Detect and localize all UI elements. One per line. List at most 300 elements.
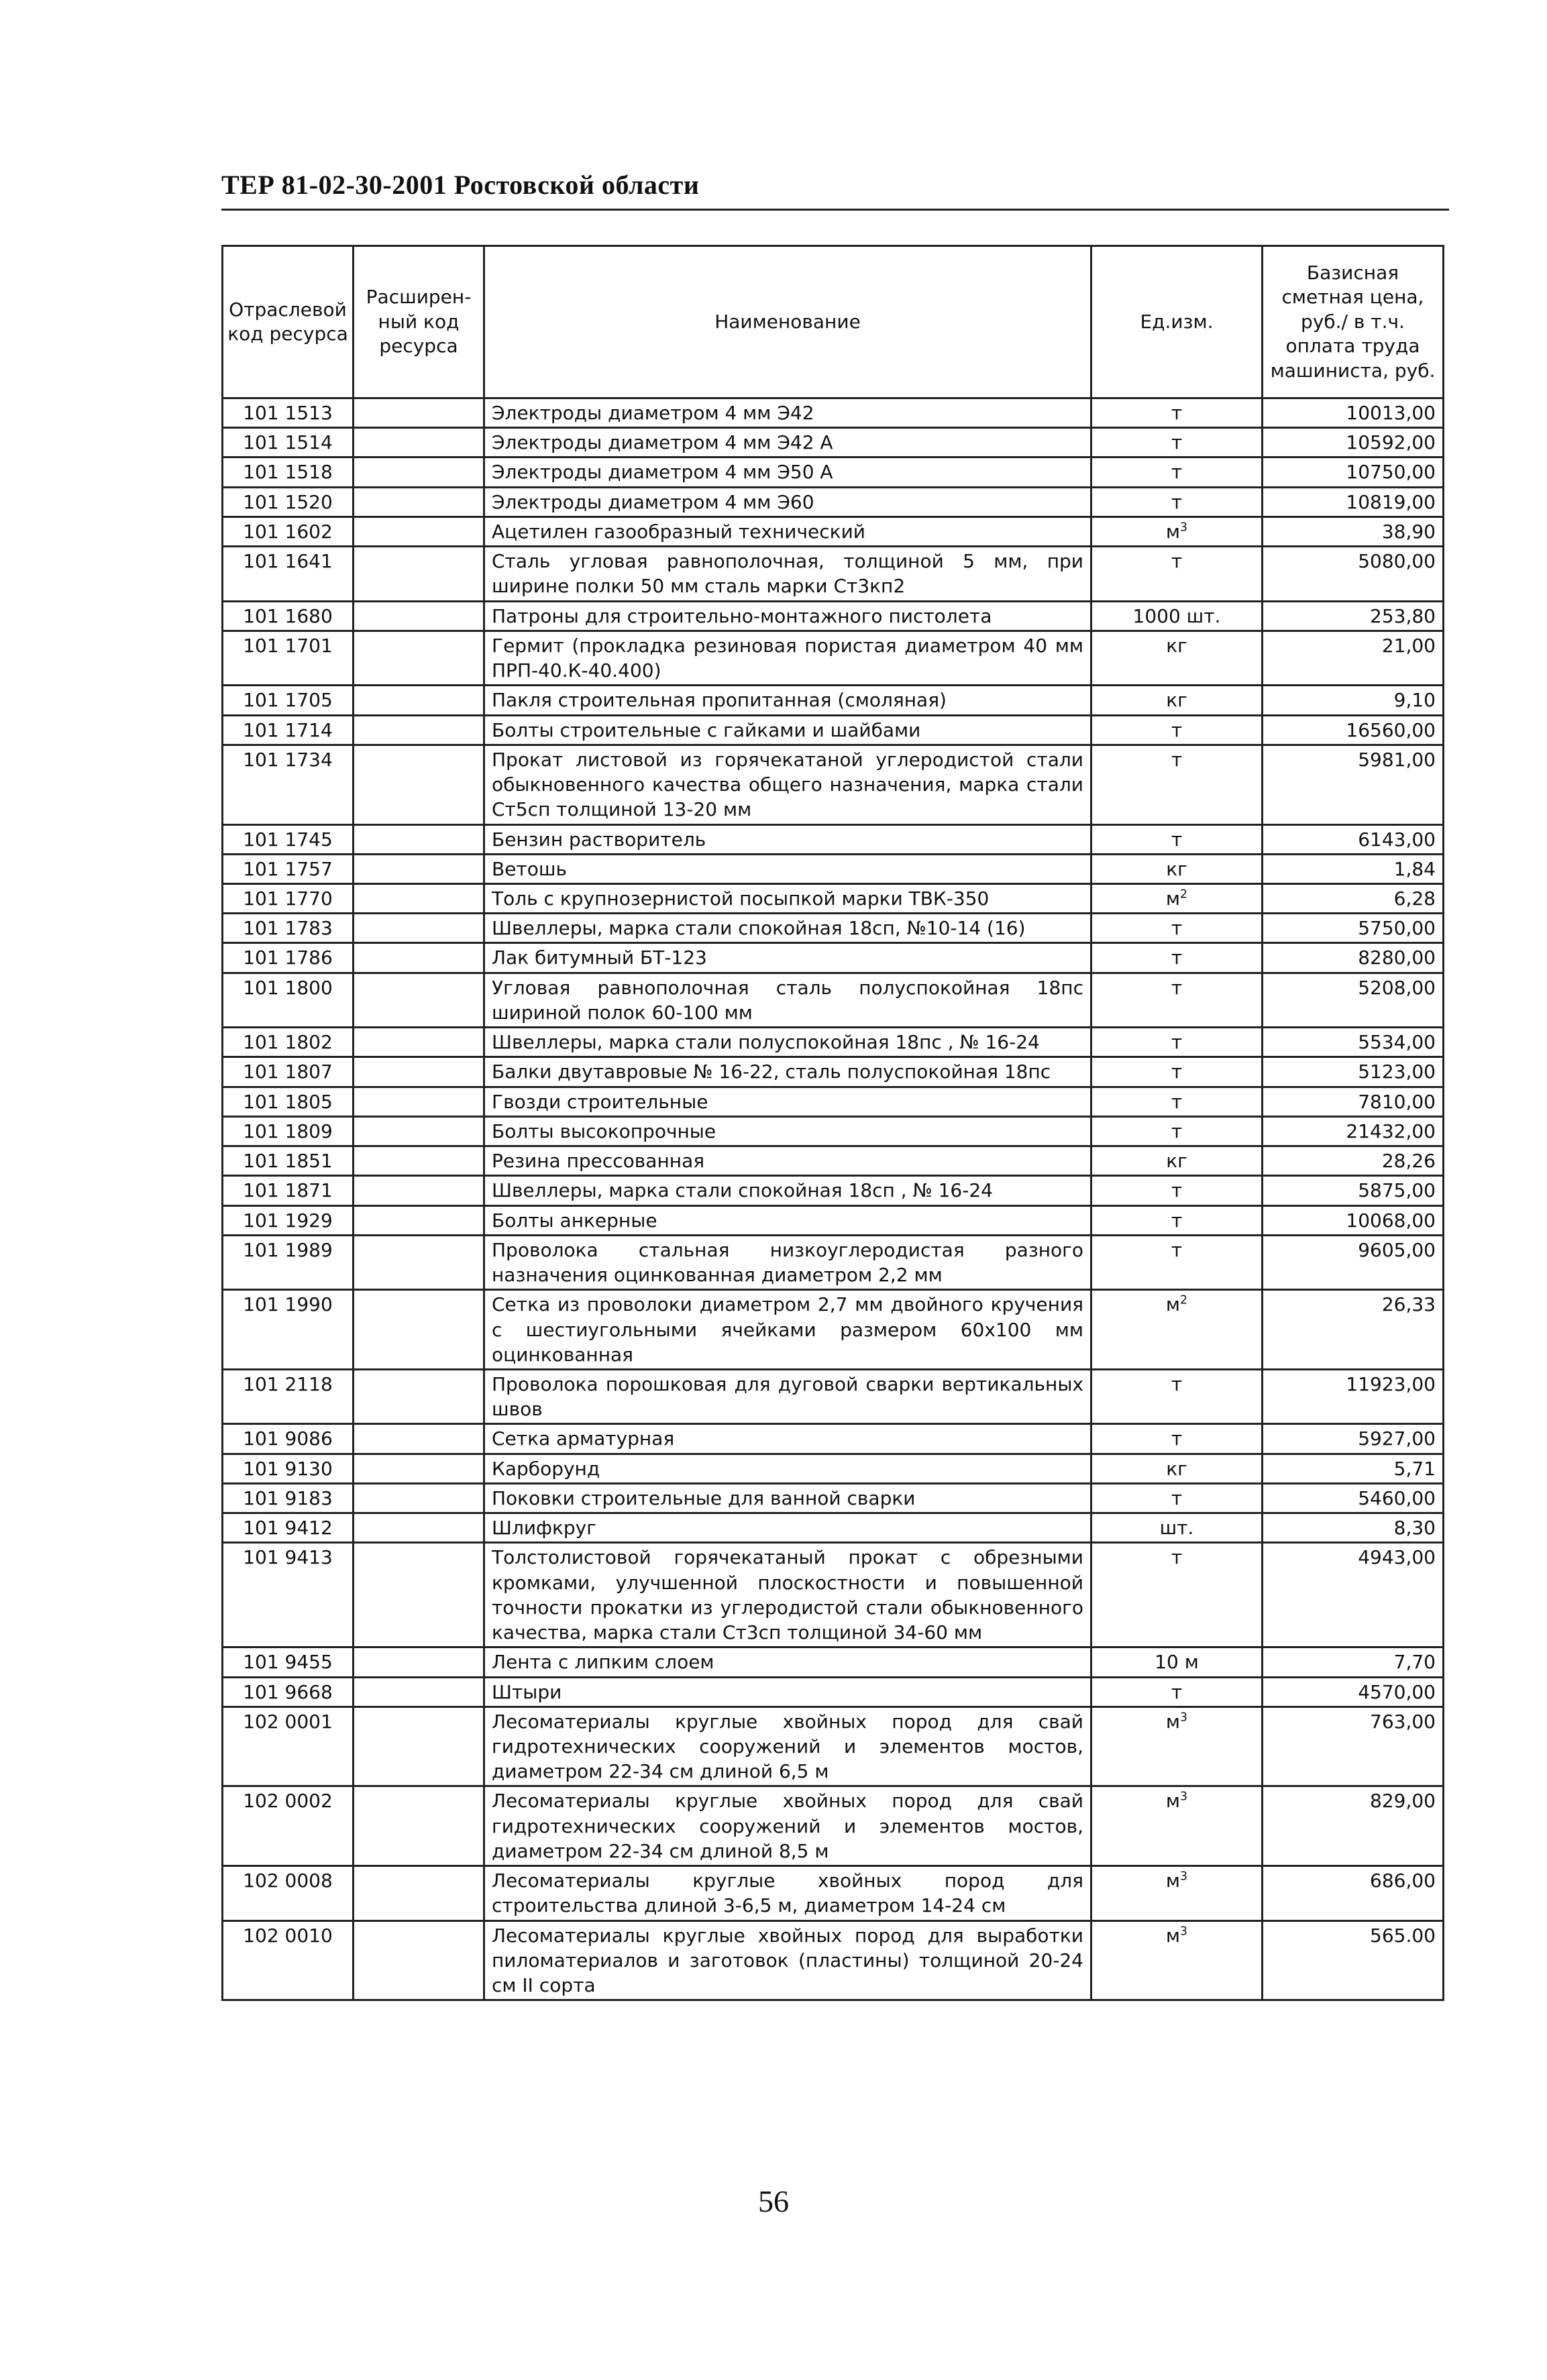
cell-code-text: 101 1783 [243, 917, 333, 940]
unit-exponent: 2 [1180, 1293, 1188, 1307]
cell-code [223, 1513, 354, 1543]
cell-extended-code [354, 1028, 484, 1057]
cell-unit [1091, 631, 1263, 685]
cell-name-text: Болты анкерные [492, 1209, 657, 1232]
cell-extended-code [354, 686, 484, 715]
cell-price-text: 21432,00 [1346, 1120, 1436, 1142]
cell-name [484, 943, 1091, 973]
cell-code [223, 1543, 354, 1647]
cell-name-text: Электроды диаметром 4 мм Э42 [492, 402, 814, 424]
cell-extended-code [354, 631, 484, 685]
cell-extended-code [354, 1424, 484, 1454]
cell-unit [1091, 1205, 1263, 1235]
cell-name-text: Швеллеры, марка стали спокойная 18сп, №10-14 (16) [492, 917, 1026, 940]
cell-extended-code [354, 883, 484, 913]
cell-price-text: 8,30 [1393, 1517, 1436, 1539]
cell-unit [1091, 973, 1263, 1027]
cell-extended-code [354, 601, 484, 631]
cell-code-text: 101 1641 [243, 550, 333, 573]
cell-unit [1091, 1146, 1263, 1176]
cell-code [223, 1677, 354, 1707]
cell-code-text: 101 1851 [243, 1150, 333, 1173]
cell-price-text: 21,00 [1381, 634, 1436, 657]
cell-extended-code [354, 1483, 484, 1513]
cell-unit-text: шт. [1159, 1517, 1194, 1539]
cell-name-text: Лесоматериалы круглые хвойных пород для свай гидротехнических сооружений и элементов мостов, диаметром 22-34 см длиной 6,5 м [492, 1710, 1083, 1783]
cell-code [223, 1483, 354, 1513]
cell-unit [1091, 686, 1263, 715]
cell-code [223, 854, 354, 883]
cell-code [223, 1707, 354, 1786]
cell-code [223, 1866, 354, 1921]
unit-exponent: 3 [1180, 1711, 1188, 1725]
cell-name-text: Толстолистовой горячекатаный прокат с обрезными кромками, улучшенной плоскостности и повышенной точности прокатки из углеродистой стали обыкновенного качества, марка стали Ст3сп толщиной 34-60 мм [492, 1546, 1083, 1644]
cell-unit [1091, 1921, 1263, 2000]
cell-extended-code [354, 943, 484, 973]
cell-name [484, 914, 1091, 943]
table-row [223, 428, 1444, 457]
unit-exponent: 3 [1180, 521, 1188, 535]
cell-name [484, 1454, 1091, 1483]
cell-price [1263, 745, 1444, 824]
cell-price [1263, 686, 1444, 715]
table-row [223, 854, 1444, 883]
cell-code [223, 1369, 354, 1423]
cell-unit-text: м [1165, 1790, 1181, 1813]
cell-extended-code [354, 1454, 484, 1483]
cell-name-text: Электроды диаметром 4 мм Э50 А [492, 461, 833, 484]
cell-name [484, 824, 1091, 854]
cell-name [484, 1424, 1091, 1454]
cell-price-text: 10750,00 [1346, 461, 1436, 484]
cell-unit-text: т [1171, 550, 1183, 573]
cell-price-text: 10592,00 [1346, 431, 1436, 454]
cell-code [223, 715, 354, 745]
cell-unit [1091, 428, 1263, 457]
table-row [223, 715, 1444, 745]
cell-unit-text: т [1171, 1427, 1183, 1450]
cell-unit-text: кг [1166, 857, 1187, 880]
cell-code-text: 101 1871 [243, 1179, 333, 1202]
cell-unit [1091, 1290, 1263, 1370]
cell-name [484, 1369, 1091, 1423]
cell-unit [1091, 854, 1263, 883]
header-name: Наименование [484, 246, 1091, 398]
cell-code-text: 101 1786 [243, 946, 333, 969]
cell-code [223, 1235, 354, 1289]
cell-extended-code [354, 1677, 484, 1707]
cell-code [223, 1454, 354, 1483]
cell-price [1263, 854, 1444, 883]
cell-price [1263, 601, 1444, 631]
cell-extended-code [354, 547, 484, 601]
cell-name [484, 517, 1091, 546]
cell-extended-code [354, 1921, 484, 2000]
cell-price-text: 4570,00 [1358, 1680, 1436, 1703]
cell-unit [1091, 547, 1263, 601]
cell-price-text: 5875,00 [1358, 1179, 1436, 1202]
cell-unit-text: т [1171, 1238, 1183, 1261]
cell-price-text: 253,80 [1370, 604, 1436, 627]
cell-extended-code [354, 1087, 484, 1116]
cell-name [484, 1290, 1091, 1370]
cell-price [1263, 1116, 1444, 1146]
header-extended-code: Расширен-ный код ресурса [354, 246, 484, 398]
table-row [223, 631, 1444, 685]
cell-unit-text: т [1171, 490, 1183, 513]
cell-unit [1091, 1677, 1263, 1707]
cell-code [223, 1205, 354, 1235]
cell-unit-text: т [1171, 828, 1183, 851]
cell-price-text: 6143,00 [1358, 828, 1436, 851]
cell-code [223, 487, 354, 517]
cell-name [484, 428, 1091, 457]
cell-code-text: 101 1809 [243, 1120, 333, 1142]
cell-extended-code [354, 487, 484, 517]
cell-price [1263, 1369, 1444, 1423]
cell-code-text: 101 1770 [243, 887, 333, 910]
cell-code [223, 457, 354, 487]
table-row [223, 1424, 1444, 1454]
cell-name-text: Бензин растворитель [492, 828, 706, 851]
cell-extended-code [354, 973, 484, 1027]
cell-price-text: 10068,00 [1346, 1209, 1436, 1232]
cell-code-text: 101 1714 [243, 718, 333, 741]
cell-name-text: Швеллеры, марка стали полуспокойная 18пс , № 16-24 [492, 1031, 1040, 1054]
cell-code-text: 101 1807 [243, 1061, 333, 1083]
cell-extended-code [354, 428, 484, 457]
cell-name-text: Гермит (прокладка резиновая пористая диаметром 40 мм ПРП-40.К-40.400) [492, 634, 1083, 682]
table-row [223, 1647, 1444, 1677]
table-row [223, 1866, 1444, 1921]
cell-unit-text: 10 м [1155, 1651, 1199, 1674]
cell-unit-text: кг [1166, 689, 1187, 712]
cell-price [1263, 1205, 1444, 1235]
cell-unit [1091, 824, 1263, 854]
cell-name-text: Карборунд [492, 1457, 600, 1480]
cell-extended-code [354, 824, 484, 854]
cell-extended-code [354, 1290, 484, 1370]
cell-unit [1091, 1028, 1263, 1057]
cell-code [223, 631, 354, 685]
cell-code [223, 883, 354, 913]
cell-name-text: Резина прессованная [492, 1150, 705, 1173]
cell-name [484, 1677, 1091, 1707]
header-industry-code: Отраслевой код ресурса [223, 246, 354, 398]
cell-name [484, 854, 1091, 883]
cell-code-text: 102 0010 [243, 1924, 333, 1947]
cell-unit [1091, 1866, 1263, 1921]
cell-name-text: Лесоматериалы круглые хвойных пород для строительства длиной 3-6,5 м, диаметром 14-24 см [492, 1870, 1083, 1917]
cell-name-text: Лак битумный БТ-123 [492, 946, 707, 969]
cell-name [484, 1176, 1091, 1205]
table-row [223, 1513, 1444, 1543]
cell-unit-text: т [1171, 748, 1183, 771]
cell-code-text: 101 1805 [243, 1090, 333, 1113]
cell-price [1263, 914, 1444, 943]
cell-code [223, 1921, 354, 2000]
cell-code-text: 101 9455 [243, 1651, 333, 1674]
table-row [223, 973, 1444, 1027]
cell-extended-code [354, 517, 484, 546]
cell-price [1263, 1057, 1444, 1087]
cell-unit-text: т [1171, 402, 1183, 424]
cell-name-text: Сталь угловая равнополочная, толщиной 5 мм, при ширине полки 50 мм сталь марки Ст3кп2 [492, 550, 1083, 598]
cell-extended-code [354, 1513, 484, 1543]
table-row [223, 824, 1444, 854]
cell-name [484, 1205, 1091, 1235]
cell-code-text: 101 1701 [243, 634, 333, 657]
cell-unit [1091, 1087, 1263, 1116]
cell-code [223, 943, 354, 973]
cell-code [223, 517, 354, 546]
cell-unit-text: т [1171, 1486, 1183, 1509]
cell-price [1263, 1235, 1444, 1289]
cell-extended-code [354, 1866, 484, 1921]
cell-unit-text: м [1165, 887, 1181, 910]
cell-code [223, 1057, 354, 1087]
cell-code-text: 101 1800 [243, 976, 333, 999]
cell-code [223, 745, 354, 824]
cell-price [1263, 398, 1444, 428]
cell-name [484, 1057, 1091, 1087]
cell-price-text: 8280,00 [1358, 946, 1436, 969]
cell-code [223, 686, 354, 715]
cell-name-text: Балки двутавровые № 16-22, сталь полуспокойная 18пс [492, 1061, 1051, 1083]
cell-name [484, 457, 1091, 487]
table-row [223, 1205, 1444, 1235]
cell-unit-text: т [1171, 461, 1183, 484]
cell-unit-text: кг [1166, 634, 1187, 657]
cell-name [484, 398, 1091, 428]
cell-extended-code [354, 1786, 484, 1866]
cell-price [1263, 1707, 1444, 1786]
unit-exponent: 2 [1180, 887, 1188, 902]
cell-extended-code [354, 1543, 484, 1647]
cell-price-text: 10013,00 [1346, 402, 1436, 424]
cell-unit-text: т [1171, 1120, 1183, 1142]
cell-unit [1091, 745, 1263, 824]
cell-name [484, 1513, 1091, 1543]
cell-price-text: 5750,00 [1358, 917, 1436, 940]
cell-price [1263, 517, 1444, 546]
cell-price [1263, 1087, 1444, 1116]
cell-unit-text: т [1171, 946, 1183, 969]
cell-price-text: 5,71 [1393, 1457, 1436, 1480]
table-row [223, 1146, 1444, 1176]
cell-code [223, 1290, 354, 1370]
cell-price [1263, 1513, 1444, 1543]
cell-price [1263, 457, 1444, 487]
cell-code [223, 1424, 354, 1454]
cell-name-text: Шлифкруг [492, 1517, 596, 1539]
table-body [223, 398, 1444, 2000]
cell-unit-text: т [1171, 1090, 1183, 1113]
cell-unit-text: т [1171, 1680, 1183, 1703]
cell-extended-code [354, 1057, 484, 1087]
cell-code [223, 1028, 354, 1057]
table-row [223, 601, 1444, 631]
cell-unit [1091, 1786, 1263, 1866]
cell-price-text: 5460,00 [1358, 1486, 1436, 1509]
cell-name-text: Лесоматериалы круглые хвойных пород для свай гидротехнических сооружений и элементов мостов, диаметром 22-34 см длиной 8,5 м [492, 1790, 1083, 1862]
cell-extended-code [354, 457, 484, 487]
cell-unit-text: кг [1166, 1150, 1187, 1173]
cell-price [1263, 1146, 1444, 1176]
cell-name [484, 601, 1091, 631]
cell-unit [1091, 1483, 1263, 1513]
cell-unit-text: т [1171, 1061, 1183, 1083]
cell-extended-code [354, 1176, 484, 1205]
cell-code [223, 1116, 354, 1146]
unit-exponent: 3 [1180, 1870, 1188, 1884]
cell-extended-code [354, 745, 484, 824]
table-row [223, 1176, 1444, 1205]
table-row [223, 1543, 1444, 1647]
cell-price-text: 1,84 [1393, 857, 1436, 880]
cell-name-text: Проволока порошковая для дуговой сварки вертикальных швов [492, 1372, 1083, 1421]
cell-name-text: Сетка из проволоки диаметром 2,7 мм двойного кручения с шестиугольными ячейками размером 60х100 мм оцинкованная [492, 1293, 1083, 1366]
cell-price-text: 565.00 [1370, 1924, 1436, 1947]
cell-code-text: 101 1520 [243, 490, 333, 513]
cell-code-text: 102 0001 [243, 1710, 333, 1733]
cell-name [484, 487, 1091, 517]
cell-unit [1091, 914, 1263, 943]
cell-name [484, 1647, 1091, 1677]
cell-price-text: 11923,00 [1346, 1372, 1436, 1395]
cell-price [1263, 1786, 1444, 1866]
cell-name-text: Поковки строительные для ванной сварки [492, 1486, 916, 1509]
cell-unit [1091, 1424, 1263, 1454]
cell-unit [1091, 1543, 1263, 1647]
table-row [223, 1087, 1444, 1116]
header-unit: Ед.изм. [1091, 246, 1263, 398]
table-row [223, 914, 1444, 943]
page-number: 56 [758, 2184, 789, 2218]
cell-name-text: Электроды диаметром 4 мм Э60 [492, 490, 814, 513]
cell-code-text: 101 9130 [243, 1457, 333, 1480]
table-row [223, 1235, 1444, 1289]
table-row [223, 1786, 1444, 1866]
cell-name-text: Патроны для строительно-монтажного пистолета [492, 604, 992, 627]
table-row [223, 1677, 1444, 1707]
table-row [223, 487, 1444, 517]
document-title: ТЕР 81-02-30-2001 Ростовской области [221, 170, 700, 200]
cell-name-text: Лесоматериалы круглые хвойных пород для выработки пиломатериалов и заготовок (пластины) толщиной 20-24 см II сорта [492, 1924, 1083, 1997]
cell-price-text: 9,10 [1393, 689, 1436, 712]
cell-unit [1091, 398, 1263, 428]
cell-code-text: 101 2118 [243, 1372, 333, 1395]
cell-unit-text: т [1171, 431, 1183, 454]
cell-code [223, 547, 354, 601]
cell-price-text: 16560,00 [1346, 718, 1436, 741]
cell-unit-text: т [1171, 718, 1183, 741]
cell-unit [1091, 1647, 1263, 1677]
cell-price [1263, 715, 1444, 745]
cell-name-text: Угловая равнополочная сталь полуспокойная 18пс шириной полок 60-100 мм [492, 976, 1083, 1024]
cell-code-text: 101 9668 [243, 1680, 333, 1703]
cell-extended-code [354, 854, 484, 883]
cell-name [484, 1786, 1091, 1866]
cell-name [484, 1866, 1091, 1921]
cell-extended-code [354, 1707, 484, 1786]
cell-price-text: 5927,00 [1358, 1427, 1436, 1450]
cell-code [223, 398, 354, 428]
cell-name [484, 1483, 1091, 1513]
cell-code [223, 973, 354, 1027]
table-row [223, 943, 1444, 973]
cell-price [1263, 1290, 1444, 1370]
cell-name [484, 715, 1091, 745]
cell-extended-code [354, 1116, 484, 1146]
cell-code-text: 101 1734 [243, 748, 333, 771]
cell-unit-text: т [1171, 1546, 1183, 1569]
cell-name-text: Ветошь [492, 857, 567, 880]
cell-unit-text: т [1171, 1209, 1183, 1232]
cell-unit [1091, 457, 1263, 487]
cell-name [484, 631, 1091, 685]
cell-price-text: 28,26 [1381, 1150, 1436, 1173]
cell-code [223, 428, 354, 457]
page-header [221, 169, 1449, 211]
cell-name [484, 745, 1091, 824]
cell-name [484, 973, 1091, 1027]
cell-price-text: 829,00 [1370, 1790, 1436, 1813]
table-row [223, 1028, 1444, 1057]
cell-name-text: Сетка арматурная [492, 1427, 675, 1450]
cell-price-text: 7810,00 [1358, 1090, 1436, 1113]
cell-extended-code [354, 1146, 484, 1176]
cell-price-text: 686,00 [1370, 1870, 1436, 1892]
cell-extended-code [354, 1369, 484, 1423]
cell-price [1263, 487, 1444, 517]
table-row [223, 1483, 1444, 1513]
cell-extended-code [354, 914, 484, 943]
table-row [223, 1707, 1444, 1786]
cell-name-text: Прокат листовой из горячекатаной углеродистой стали обыкновенного качества общего назначения, марка стали Ст5сп толщиной 13-20 мм [492, 748, 1083, 821]
cell-unit [1091, 1176, 1263, 1205]
table-row [223, 686, 1444, 715]
cell-name-text: Болты высокопрочные [492, 1120, 716, 1142]
cell-code-text: 101 1680 [243, 604, 333, 627]
cell-price-text: 4943,00 [1358, 1546, 1436, 1569]
cell-price-text: 5534,00 [1358, 1031, 1436, 1054]
cell-name-text: Швеллеры, марка стали спокойная 18сп , № 16-24 [492, 1179, 993, 1202]
cell-unit [1091, 487, 1263, 517]
cell-name [484, 1028, 1091, 1057]
cell-price [1263, 428, 1444, 457]
cell-unit-text: м [1165, 1293, 1181, 1316]
cell-price-text: 5123,00 [1358, 1061, 1436, 1083]
cell-price-text: 10819,00 [1346, 490, 1436, 513]
table-row [223, 1921, 1444, 2000]
cell-unit-text: м [1165, 1710, 1181, 1733]
cell-price-text: 6,28 [1393, 887, 1436, 910]
cell-code-text: 101 1929 [243, 1209, 333, 1232]
table-row [223, 883, 1444, 913]
cell-price [1263, 1921, 1444, 2000]
cell-code [223, 1146, 354, 1176]
cell-unit [1091, 943, 1263, 973]
table-row [223, 517, 1444, 546]
unit-exponent: 3 [1180, 1790, 1188, 1804]
cell-code-text: 102 0002 [243, 1790, 333, 1813]
cell-price [1263, 1424, 1444, 1454]
cell-price [1263, 1483, 1444, 1513]
cell-price [1263, 1866, 1444, 1921]
cell-unit-text: т [1171, 1179, 1183, 1202]
cell-unit [1091, 883, 1263, 913]
